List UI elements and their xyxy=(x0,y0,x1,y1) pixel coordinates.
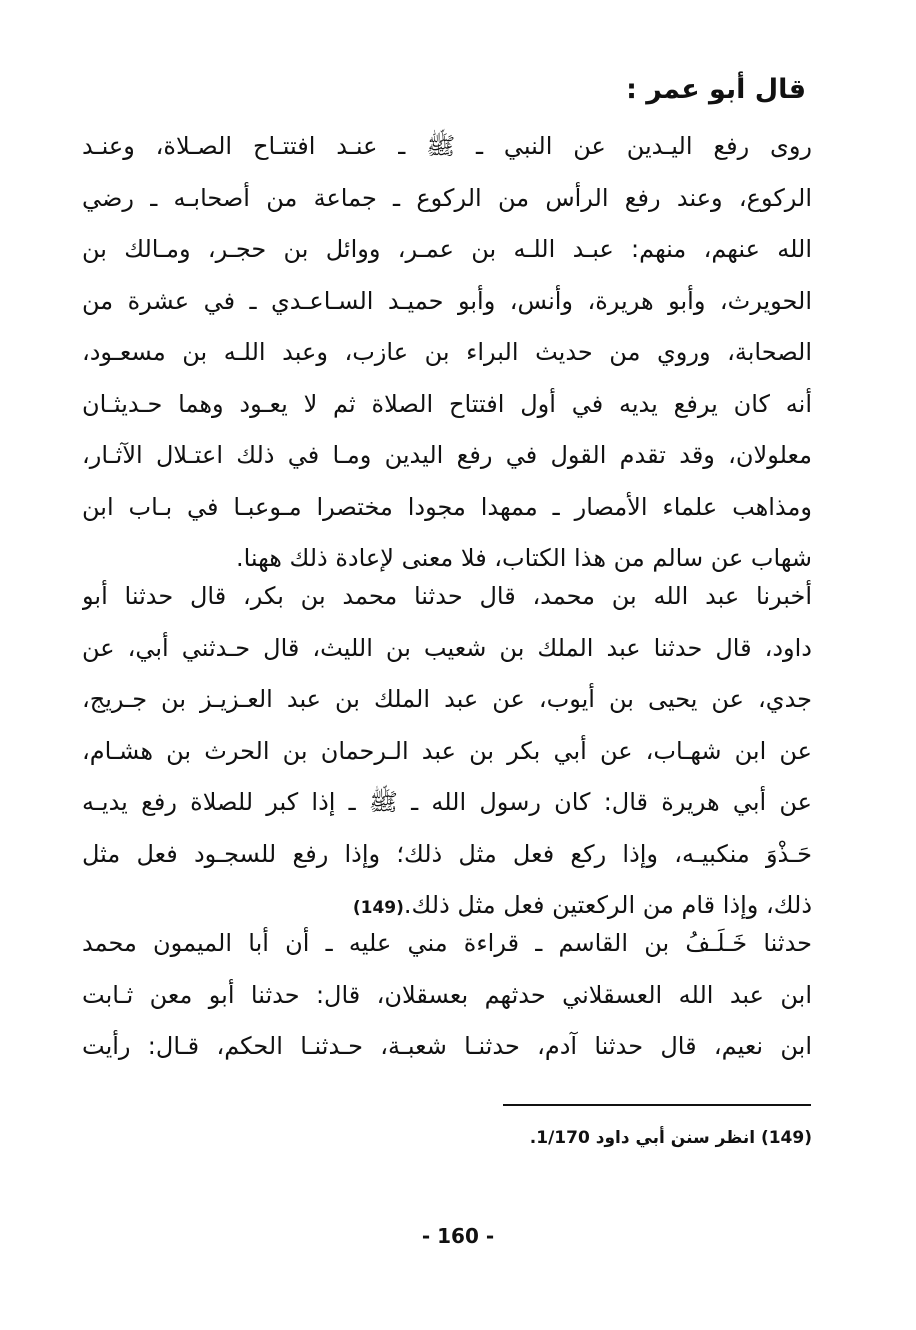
paragraph-2 xyxy=(82,571,812,932)
text-line: معلولان، وقد تقدم القول في رفع اليدين ومـا في ذلك اعتـلال الآثـار، xyxy=(82,441,812,469)
text-line: عن ابن شهـاب، عن أبي بكر بن عبد الـرحمان بن الحرث بن هشـام، xyxy=(82,736,812,765)
text-line: الله عنهم، منهم: عبـد اللـه بن عمـر، ووائل بن حجـر، ومـالك بن xyxy=(82,235,812,263)
text-line: ابن عبد الله العسقلاني حدثهم بعسقلان، قال: حدثنا أبو معن ثـابت xyxy=(82,980,812,1009)
text-line: عن أبي هريرة قال: كان رسول الله ـ ﷺ ـ إذا كبر للصلاة رفع يديـه xyxy=(82,788,812,816)
text-line: ابن نعيم، قال حدثنا آدم، حدثنـا شعبـة، حـدثنـا الحكم، قـال: رأيت xyxy=(82,1032,812,1060)
text-line: جدي، عن يحيى بن أيوب، عن عبد الملك بن عبد العـزيـز بن جـريج، xyxy=(82,685,812,713)
text-line: حَـذْوَ منكبيـه، وإذا ركع فعل مثل ذلك؛ وإذا رفع للسجـود فعل مثل xyxy=(82,839,812,868)
footnote: (149) انظر سنن أبي داود 1/170. xyxy=(529,1128,812,1148)
page-number: - 160 - xyxy=(421,1224,495,1248)
footnote-reference: (149) xyxy=(352,898,404,918)
footnote-divider xyxy=(503,1104,811,1106)
paragraph-1 xyxy=(82,121,812,585)
text-line: أخبرنا عبد الله بن محمد، قال حدثنا محمد بن بكر، قال حدثنا أبو xyxy=(82,582,812,610)
text-line: داود، قال حدثنا عبد الملك بن شعيب بن الليث، قال حـدثني أبي، عن xyxy=(82,633,812,662)
text-line: الركوع، وعند رفع الرأس من الركوع ـ جماعة من أصحابـه ـ رضي xyxy=(82,183,812,212)
text-line: حدثنا خَـلَـفُ بن القاسم ـ قراءة مني عليه ـ أن أبا الميمون محمد xyxy=(82,929,812,957)
text-line: شهاب عن سالم من هذا الكتاب، فلا معنى لإعادة ذلك ههنا. xyxy=(235,544,812,572)
paragraph-3 xyxy=(82,918,812,1073)
text-line: أنه كان يرفع يديه في أول افتتاح الصلاة ثم لا يعـود وهما حـديثـان xyxy=(82,389,812,418)
text-line: الحويرث، وأبو هريرة، وأنس، وأبو حميـد السـاعـدي ـ في عشرة من xyxy=(82,286,812,315)
text-line: روى رفع اليـدين عن النبي ـ ﷺ ـ عنـد افتتـاح الصـلاة، وعنـد xyxy=(82,132,812,160)
section-heading: قال أبو عمر : xyxy=(626,74,806,105)
text-line: الصحابة، وروي من حديث البراء بن عازب، وعبد اللـه بن مسعـود، xyxy=(82,338,812,366)
text-line: ومذاهب علماء الأمصار ـ ممهدا مجودا مختصرا مـوعبـا في بـاب ابن xyxy=(82,492,812,521)
text-line-content: ذلك، وإذا قام من الركعتين فعل مثل ذلك. xyxy=(403,891,812,919)
